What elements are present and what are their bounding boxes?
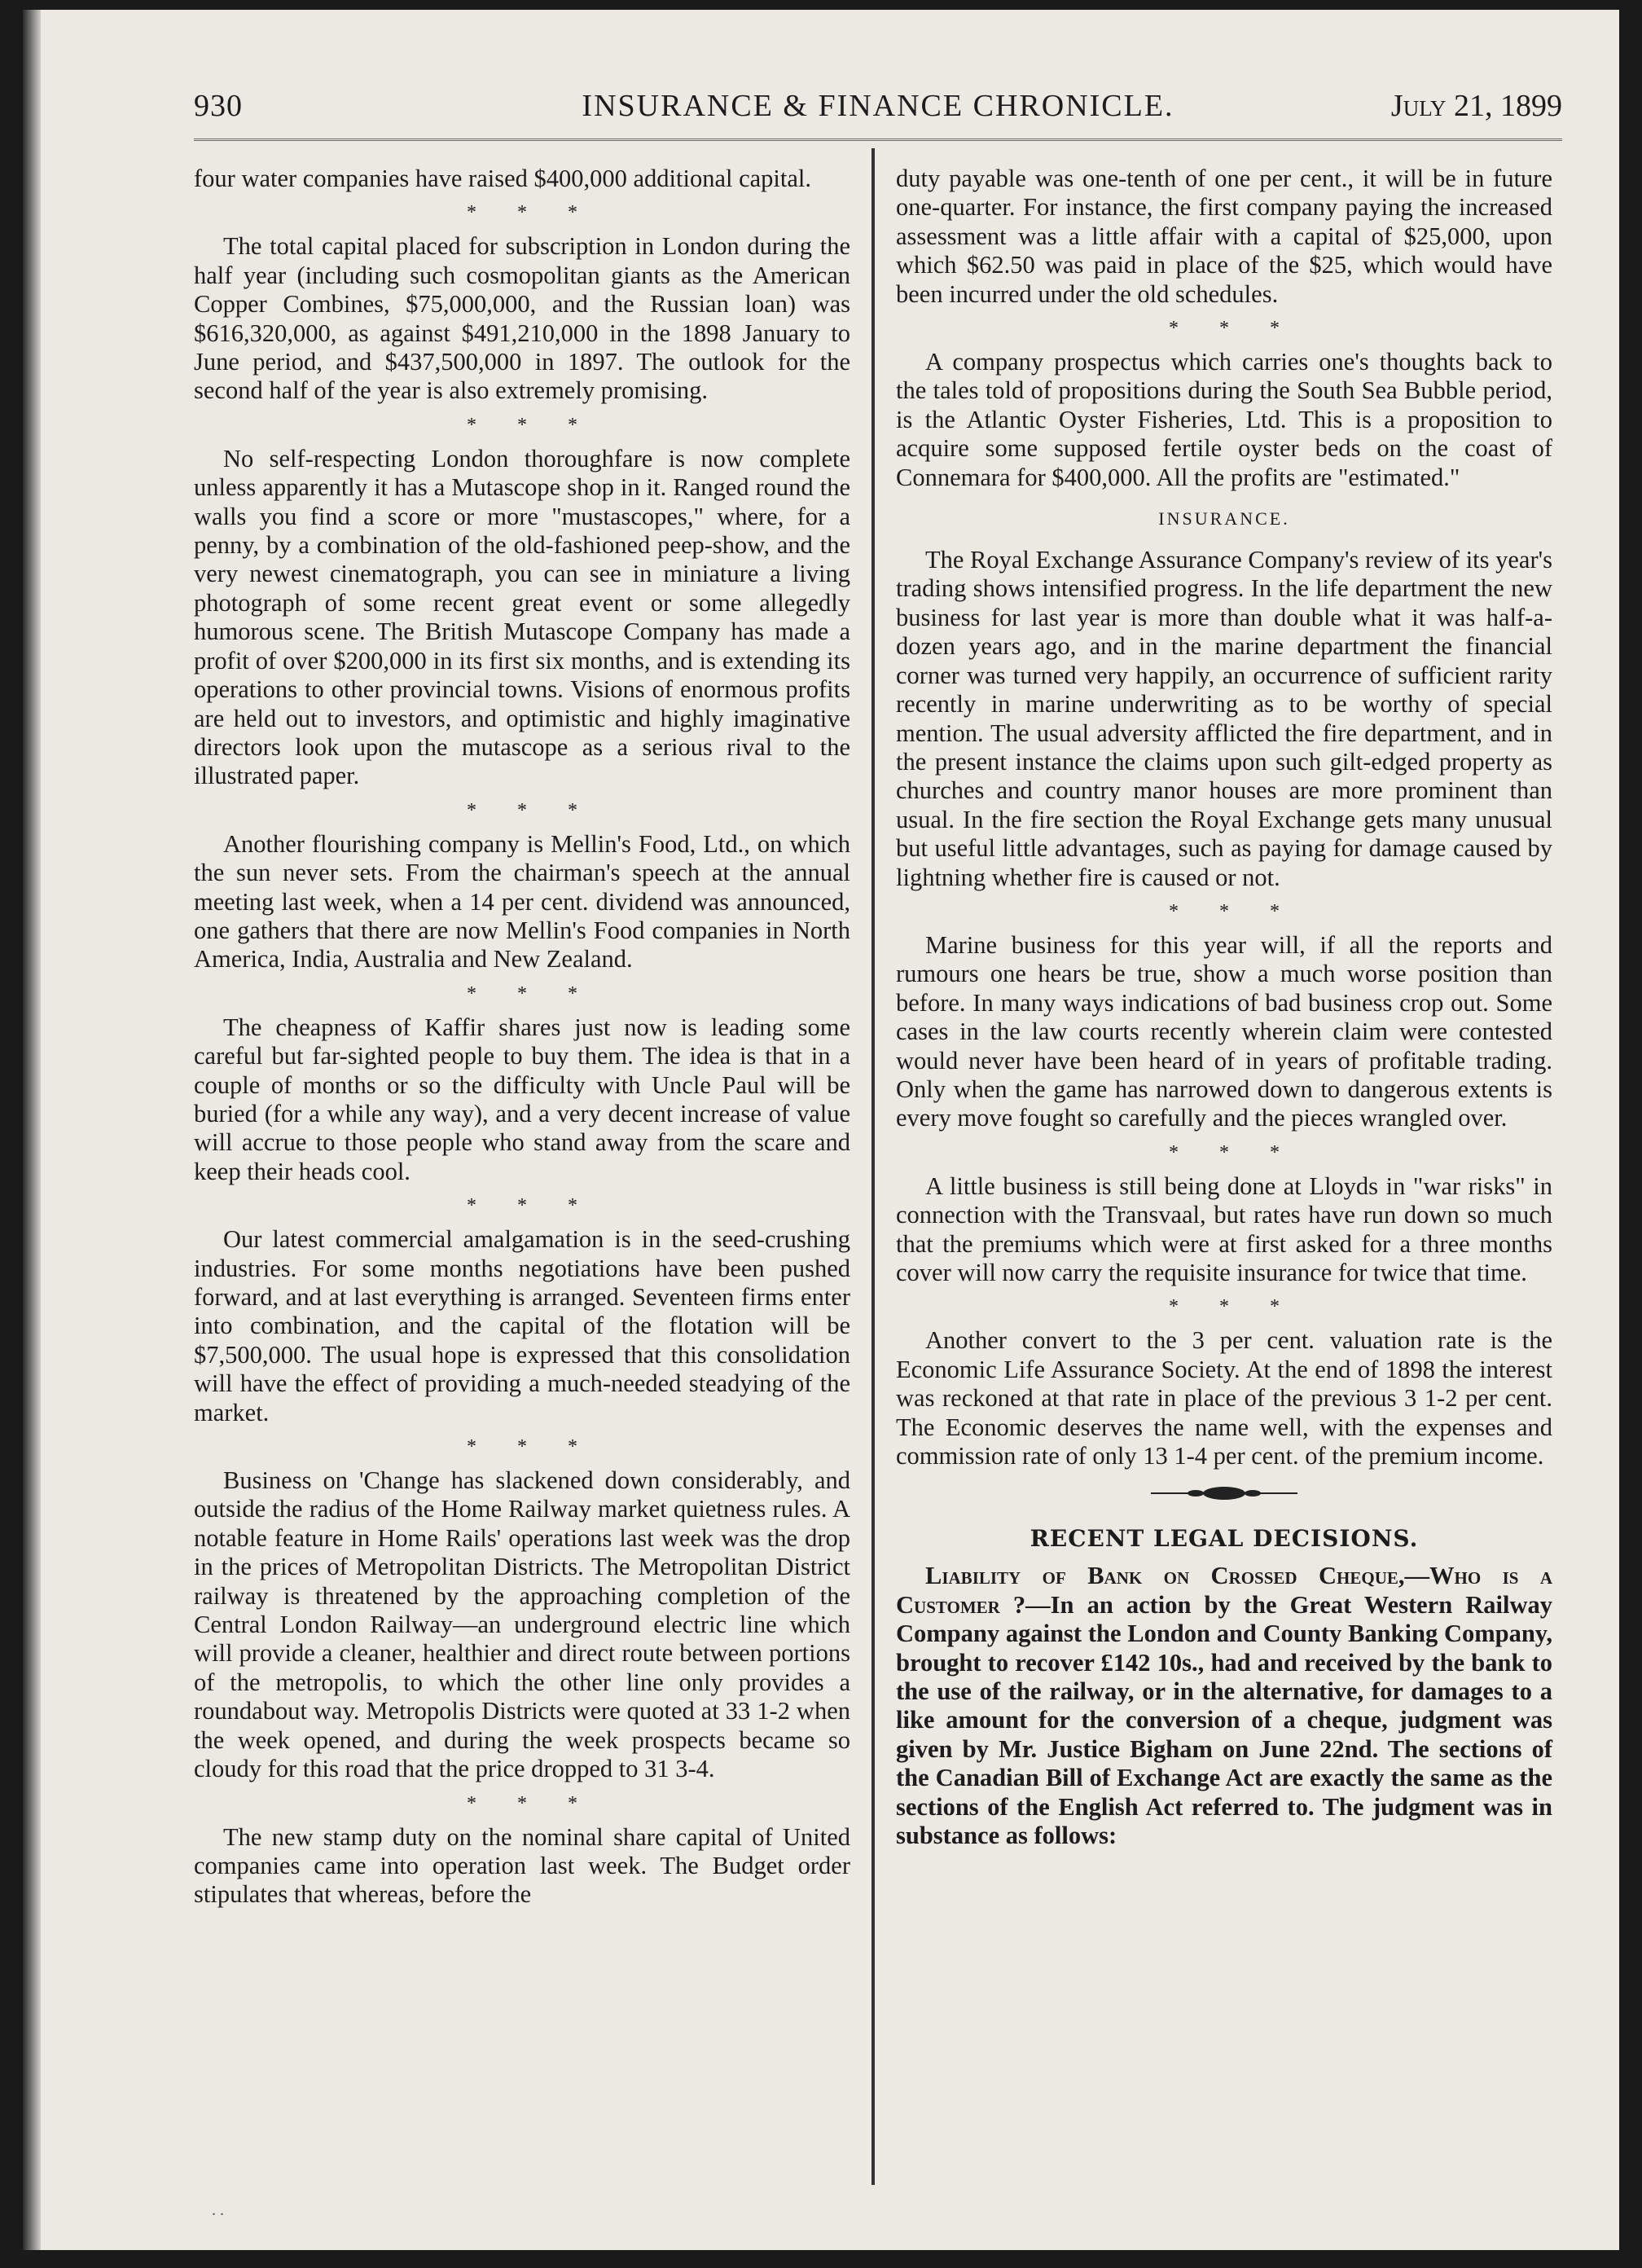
legal-case-text: —In an action by the Great Western Railway Company against the London and County Banking Company, brought to recover £142 10s., had and received by the bank to the use of the railway, or in the alternative, for damages to a like amount for the conversion of a cheque, judgment was given by Mr. Justice Bigham on June 22nd. The sections of the Canadian Bill of Exchange Act are exactly the same as the sections of the English Act referred to. The judgment was in substance as follows:: [896, 1590, 1552, 1850]
article-paragraph: four water companies have raised $400,000 additional capital.: [194, 165, 812, 192]
section-separator: * * *: [467, 1792, 595, 1814]
section-separator: * * *: [467, 1195, 595, 1217]
section-separator: * * *: [467, 1436, 595, 1458]
section-separator: * * *: [467, 202, 595, 224]
article-paragraph: The new stamp duty on the nominal share capital of United companies came into operation last week. The Budget order stipulates that whereas, before the: [194, 1822, 850, 1909]
section-heading-insurance: INSURANCE.: [1158, 508, 1290, 530]
legal-decisions-heading: RECENT LEGAL DECISIONS.: [1030, 1525, 1419, 1553]
legal-decision-paragraph: [896, 1562, 1552, 1850]
article-paragraph: A little business is still being done at Lloyds in "war risks" in connection with the Transvaal, but rates have run down so much that the premiums which were at first asked for a three months cover will now carry the requisite insurance for twice that time.: [896, 1171, 1552, 1286]
article-paragraph: Another flourishing company is Mellin's Food, Ltd., on which the sun never sets. From the chairman's speech at the annual meeting last week, when a 14 per cent. dividend was announced, one gathers that there are now Mellin's Food companies in North America, India, Australia and New Zealand.: [194, 829, 850, 974]
article-paragraph: Another convert to the 3 per cent. valuation rate is the Economic Life Assurance Society. At the end of 1898 the interest was reckoned at that rate in place of the previous 3 1-2 per cent. The Economic deserves the name well, with the expenses and commission rate of only 13 1-4 per cent. of the premium income.: [896, 1326, 1552, 1470]
ornament-flourish-icon: [1151, 1482, 1297, 1505]
article-paragraph: The total capital placed for subscription in London during the half year (including such cosmopolitan giants as the American Copper Combines, $75,000,000, and the Russian loan) was $616,320,000, as against $491,210,000 in the 1898 January to June period, and $437,500,000 in 1897. The outlook for the second half of the year is also extremely promising.: [194, 232, 850, 405]
article-paragraph: Business on 'Change has slackened down considerably, and outside the radius of the Home Railway market quietness rules. A notable feature in Home Rails' operations last week was the drop in the prices of Metropolitan Districts. The Metropolitan District railway is threatened by the approaching completion of the Central London Railway—an underground electric line which will provide a cleaner, healthier and direct route between portions of the metropolis, to which the other line only provides a roundabout way. Metropolis Districts were quoted at 33 1-2 when the week opened, and during the week prospects became so cloudy for this road that the price dropped to 31 3-4.: [194, 1466, 850, 1783]
page-number: 930: [194, 89, 243, 123]
article-paragraph: duty payable was one-tenth of one per cent., it will be in future one-quarter. For instance, the first company paying the increased assessment was a little affair with a capital of $25,000, upon which $62.50 was paid in place of the $25, which would have been incurred under the old schedules.: [896, 165, 1552, 308]
legal-case-title: Liability of Bank on Crossed Cheque,—Who is a Customer ?: [896, 1562, 1552, 1619]
left-column: [194, 165, 850, 1910]
page-header: [194, 88, 1562, 134]
section-separator: * * *: [1169, 1296, 1297, 1318]
page-blemish: . .: [212, 2201, 224, 2219]
right-column: [896, 165, 1552, 1851]
ornamental-divider: [896, 1470, 1552, 1516]
issue-date: July 21, 1899: [1390, 89, 1562, 123]
section-separator: * * *: [1169, 1141, 1297, 1163]
column-divider: [871, 148, 875, 2185]
section-separator: * * *: [1169, 318, 1297, 340]
section-separator: * * *: [1169, 900, 1297, 922]
article-paragraph: Our latest commercial amalgamation is in the seed-crushing industries. For some months negotiations have been pushed forward, and at last everything is arranged. Seventeen firms enter into combination, and the capital of the flotation will be $7,500,000. The usual hope is expressed that this consolidation will have the effect of providing a much-needed steadying of the market.: [194, 1225, 850, 1426]
header-rule: [194, 138, 1562, 141]
article-paragraph: No self-respecting London thoroughfare is now complete unless apparently it has a Mutascope shop in it. Ranged round the walls you find a score or more "mustascopes," where, for a penny, by a combination of the old-fashioned peep-show, and the very newest cinematograph, you can see in miniature a living photograph of some recent great event or some allegedly humorous scene. The British Mutascope Company has made a profit of over $200,000 in its first six months, and is extending its operations to other provincial towns. Visions of enormous profits are held out to investors, and optimistic and highly imaginative directors look upon the mutascope as a serious rival to the illustrated paper.: [194, 444, 850, 790]
section-separator: * * *: [467, 799, 595, 821]
newspaper-page: [23, 10, 1619, 2250]
page-binding-edge: [23, 10, 41, 2250]
article-paragraph: Marine business for this year will, if all the reports and rumours one hears be true, show a much worse position than before. In many ways indications of bad business crop out. Some cases in the law courts recently wherein claim were contested would never have been heard of in years of profitable trading. Only when the game has narrowed down to dangerous extents is every move fought so carefully and the pieces wrangled over.: [896, 930, 1552, 1132]
section-separator: * * *: [467, 982, 595, 1004]
publication-title: INSURANCE & FINANCE CHRONICLE.: [582, 89, 1174, 123]
article-paragraph: A company prospectus which carries one's thoughts back to the tales told of propositions during the South Sea Bubble period, is the Atlantic Oyster Fisheries, Ltd. This is a proposition to acquire some supposed fertile oyster beds on the coast of Connemara for $400,000. All the profits are "estimated.": [896, 348, 1552, 491]
section-separator: * * *: [467, 414, 595, 436]
article-paragraph: The cheapness of Kaffir shares just now is leading some careful but far-sighted people to buy them. The idea is that in a couple of months or so the difficulty with Uncle Paul will be buried (for a while any way), and a very decent increase of value will accrue to those people who stand away from the scare and keep their heads cool.: [194, 1013, 850, 1185]
article-paragraph: The Royal Exchange Assurance Company's review of its year's trading shows intensified progress. In the life department the new business for last year is more than double what it was half-a-dozen years ago, and in the marine department the financial corner was turned very happily, an occurrence of sufficient rarity recently in marine underwriting as to be worthy of special mention. The usual adversity afflicted the fire department, and in the present instance the claims upon such gilt-edged property as churches and country manor houses are more prominent than usual. In the fire section the Royal Exchange gets many unusual but useful little advantages, such as paying for damage caused by lightning whether fire is caused or not.: [896, 546, 1552, 891]
